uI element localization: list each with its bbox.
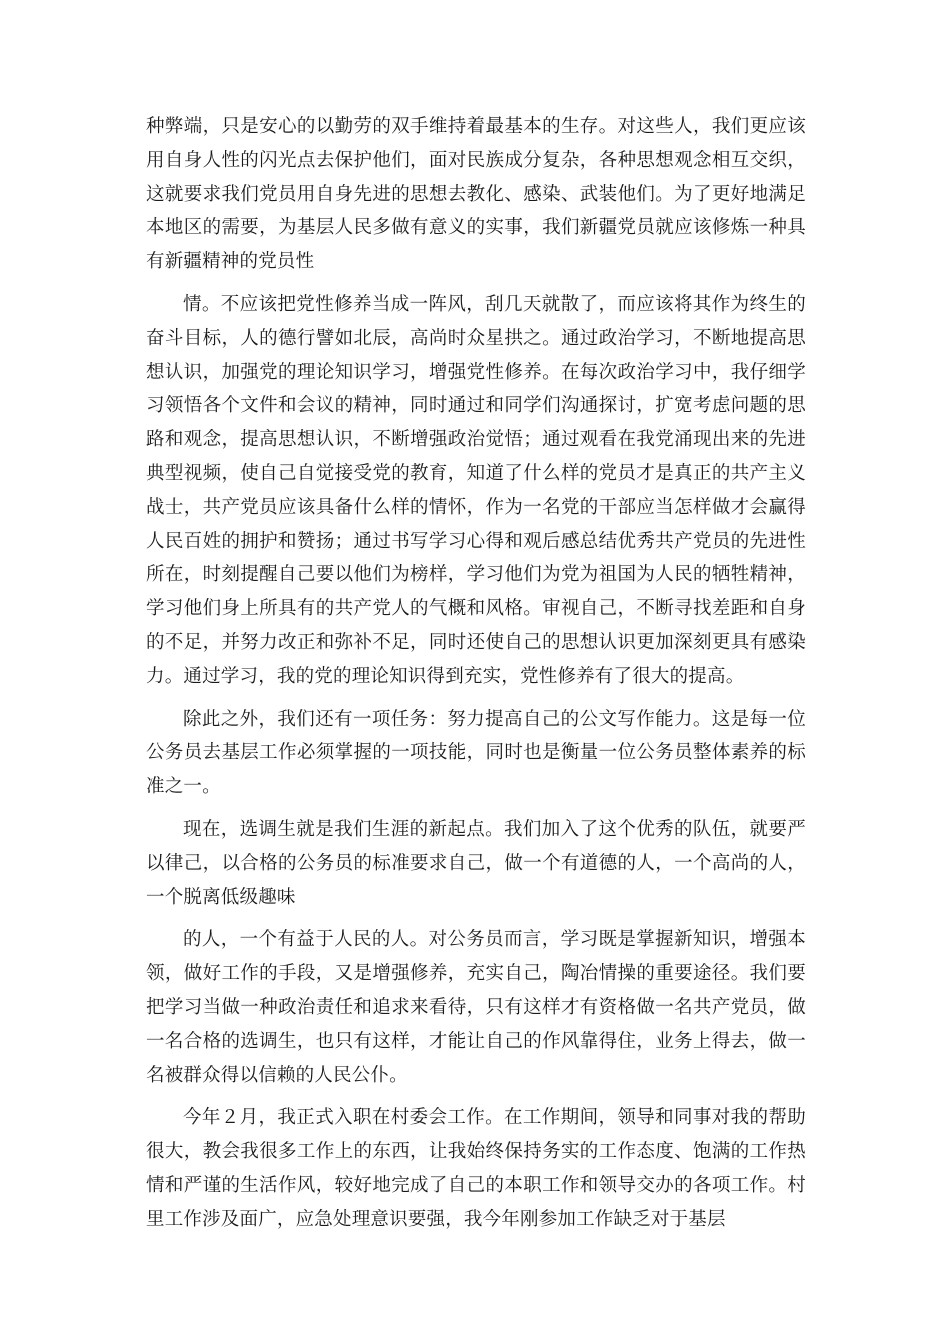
paragraph-1: 种弊端，只是安心的以勤劳的双手维持着最基本的生存。对这些人，我们更应该用自身人性的闪光点去保护他们，面对民族成分复杂，各种思想观念相互交织，这就要求我们党员用自身先进的思想去教化、感染、武装他们。为了更好地满足本地区的需要，为基层人民多做有意义的实事，我们新疆党员就应该修炼一种具有新疆精神的党员性 [146, 116, 806, 273]
paragraph-6: 今年２月，我正式入职在村委会工作。在工作期间，领导和同事对我的帮助很大，教会我很多工作上的东西，让我始终保持务实的工作态度、饱满的工作热情和严谨的生活作风，较好地完成了自己的本职工作和领导交办的各项工作。村里工作涉及面广，应急处理意识要强，我今年刚参加工作缺乏对于基层 [146, 1107, 806, 1230]
paragraph-5: 的人，一个有益于人民的人。对公务员而言，学习既是掌握新知识，增强本领，做好工作的手段，又是增强修养，充实自己，陶冶情操的重要途径。我们要把学习当做一种政治责任和追求来看待，只有这样才有资格做一名共产党员，做一名合格的选调生，也只有这样，才能让自己的作风靠得住，业务上得去，做一名被群众得以信赖的人民公仆。 [146, 929, 806, 1086]
paragraph-3: 除此之外，我们还有一项任务：努力提高自己的公文写作能力。这是每一位公务员去基层工作必须掌握的一项技能，同时也是衡量一位公务员整体素养的标准之一。 [146, 708, 806, 798]
document-body [146, 110, 806, 1246]
paragraph-2: 情。不应该把党性修养当成一阵风，刮几天就散了，而应该将其作为终生的奋斗目标，人的德行譬如北辰，高尚时众星拱之。通过政治学习，不断地提高思想认识，加强党的理论知识学习，增强党性修养。在每次政治学习中，我仔细学习领悟各个文件和会议的精神，同时通过和同学们沟通探讨，扩宽考虑问题的思路和观念，提高思想认识，不断增强政治觉悟；通过观看在我党涌现出来的先进典型视频，使自己自觉接受党的教育，知道了什么样的党员才是真正的共产主义战士，共产党员应该具备什么样的情怀，作为一名党的干部应当怎样做才会赢得人民百姓的拥护和赞扬；通过书写学习心得和观后感总结优秀共产党员的先进性所在，时刻提醒自己要以他们为榜样，学习他们为党为祖国为人民的牺牲精神，学习他们身上所具有的共产党人的气概和风格。审视自己，不断寻找差距和自身的不足，并努力改正和弥补不足，同时还使自己的思想认识更加深刻更具有感染力。通过学习，我的党的理论知识得到充实，党性修养有了很大的提高。 [146, 293, 806, 687]
paragraph-4: 现在，选调生就是我们生涯的新起点。我们加入了这个优秀的队伍，就要严以律己，以合格的公务员的标准要求自己，做一个有道德的人，一个高尚的人，一个脱离低级趣味 [146, 818, 806, 908]
